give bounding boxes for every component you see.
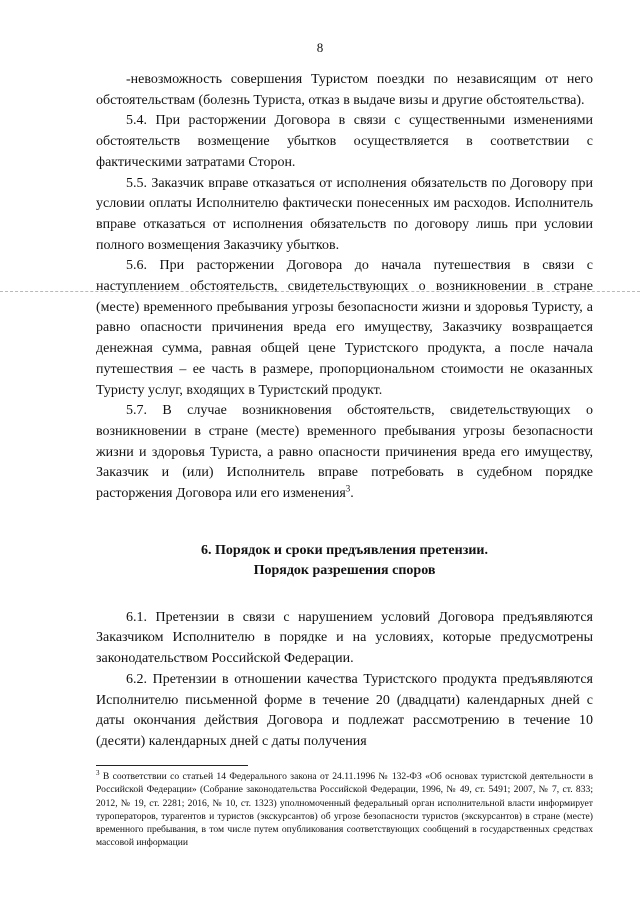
paragraph-6-1: 6.1. Претензии в связи с нарушением условий Договора предъявляются Заказчиком Исполнителю в порядке и на условиях, которые предусмотрены законодательством Российской Федерации. [96, 609, 593, 667]
section-heading-line-2: Порядок разрешения споров [253, 563, 436, 579]
paragraph-5-4: 5.4. При расторжении Договора в связи с существенными изменениями обстоятельств возмещение убытков осуществляется в соответствии с фактическими затратами Сторон. [96, 113, 593, 170]
footnote-divider [96, 765, 248, 766]
footnote-mark: 3 [96, 768, 100, 777]
paragraph-5-7: 5.7. В случае возникновения обстоятельств, свидетельствующих о возникновении в стране (месте) временного пребывания угрозы безопасности жизни и здоровья Туриста, а равно опасности причинения вреда его имуществу, Заказчик и (или) Исполнитель вправе потребовать в судебном порядке расторжения Договора или его изменения$^3$. [96, 403, 593, 502]
document-body [96, 70, 593, 753]
paragraph-6-2: 6.2. Претензии в отношении качества Туристского продукта предъявляются Исполнителю письменной форме в течение 20 (двадцати) календарных дней с даты окончания действия Договора и подлежат рассмотрению в течение 10 (десяти) календарных дней с даты получения [96, 671, 593, 749]
paragraph-5-6: 5.6. При расторжении Договора до начала путешествия в связи с наступлением обстоятельств, свидетельствующих о возникновении в стране (месте) временного пребывания угрозы безопасности жизни и здоровья Туристу, а равно опасности причинения вреда его имуществу, Заказчику возвращается денежная сумма, равная общей цене Туристского продукта, а после начала путешествия – ее часть в размере, пропорциональном стоимости не оказанных Туристу услуг, входящих в Туристский продукт. [96, 258, 593, 398]
paragraph-5-5: 5.5. Заказчик вправе отказаться от исполнения обязательств по Договору при условии оплаты Исполнителю фактически понесенных им расходов. Исполнитель вправе отказаться от исполнения обязательств по договору лишь при условии полного возмещения Заказчику убытков. [96, 175, 593, 253]
footnote-text: В соответствии со статьей 14 Федерального закона от 24.11.1996 № 132-ФЗ «Об основах туристской деятельности в Российской Федерации» (Собрание законодательства Российской Федерации, 1996, № 49, ст. 5491; 2007, № 7, ст. 833; 2012, № 19, ст. 2281; 2016, № 10, ст. 1323) уполномоченный федеральный орган исполнительной власти информирует туроператоров, турагентов и туристов (экскурсантов) об угрозе безопасности туристов (экскурсантов) в стране (месте) временного пребывания, в том числе путем опубликования соответствующих сообщений в государственных средствах массовой информации [96, 771, 593, 849]
footnote-reference[interactable]: 3 [345, 483, 351, 494]
section-heading [96, 541, 593, 582]
footnote [96, 770, 593, 850]
page-number: 8 [316, 40, 324, 55]
paragraph-continuation: -невозможность совершения Туристом поездки по независящим от него обстоятельствам (болезнь Туриста, отказ в выдаче визы и другие обстоятельства). [96, 72, 593, 108]
paragraph-5-7-text: 5.7. В случае возникновения обстоятельств, свидетельствующих о возникновении в стране (месте) временного пребывания угрозы безопасности жизни и здоровья Туриста, а равно опасности причинения вреда его имуществу, Заказчик и (или) Исполнитель вправе потребовать в судебном порядке расторжения Договора или его изменения [96, 403, 593, 502]
section-heading-line-1: 6. Порядок и сроки предъявления претензии. [201, 542, 488, 558]
